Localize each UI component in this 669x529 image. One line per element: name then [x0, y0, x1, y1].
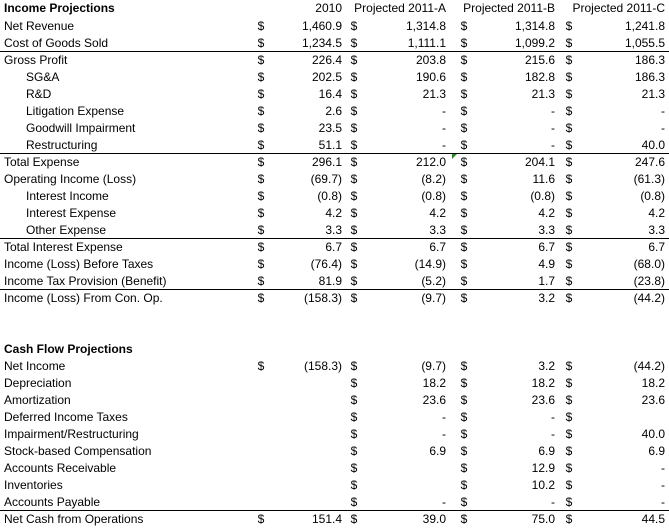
dollar-sign: $ [460, 444, 468, 458]
value-cell[interactable]: 203.8 [415, 53, 446, 67]
dollar-sign: $ [350, 478, 358, 492]
dollar-sign: $ [460, 257, 468, 271]
value-cell[interactable]: 3.3 [648, 223, 665, 237]
value-cell[interactable]: 18.2 [641, 376, 665, 390]
row-label[interactable]: Accounts Receivable [4, 461, 117, 475]
value-cell[interactable]: 182.8 [524, 70, 555, 84]
dollar-sign: $ [565, 223, 573, 237]
row-label[interactable]: Net Income [4, 359, 66, 373]
column-header-2[interactable]: Projected 2011-A [354, 1, 446, 15]
value-cell[interactable]: 3.2 [538, 359, 555, 373]
dollar-sign: $ [460, 138, 468, 152]
border-above-gross-profit [0, 51, 669, 52]
value-cell[interactable]: (69.7) [310, 172, 342, 186]
dollar-sign: $ [460, 512, 468, 526]
row-label[interactable]: Interest Expense [26, 206, 117, 220]
value-cell[interactable]: 23.6 [422, 393, 446, 407]
dollar-sign: $ [565, 19, 573, 33]
value-cell[interactable]: 202.5 [311, 70, 342, 84]
value-cell[interactable]: - [442, 121, 446, 135]
dollar-sign: $ [350, 240, 358, 254]
value-cell[interactable]: (0.8) [640, 189, 665, 203]
dollar-sign: $ [460, 70, 468, 84]
dollar-sign: $ [460, 359, 468, 373]
cash-row [0, 494, 669, 511]
value-cell[interactable]: 186.3 [634, 70, 665, 84]
value-cell[interactable]: 1,234.5 [301, 36, 342, 50]
dollar-sign: $ [350, 495, 358, 509]
income-row [0, 103, 669, 120]
dollar-sign: $ [460, 155, 468, 169]
value-cell[interactable]: 6.7 [325, 240, 342, 254]
dollar-sign: $ [565, 359, 573, 373]
value-cell[interactable]: (9.7) [421, 291, 446, 305]
dollar-sign: $ [350, 359, 358, 373]
value-cell[interactable]: - [661, 121, 665, 135]
value-cell[interactable]: 6.9 [648, 444, 665, 458]
value-cell[interactable]: (0.8) [317, 189, 342, 203]
dollar-sign: $ [565, 393, 573, 407]
income-row [0, 273, 669, 290]
income-row [0, 256, 669, 273]
dollar-sign: $ [460, 87, 468, 101]
dollar-sign: $ [257, 155, 265, 169]
row-label[interactable]: SG&A [26, 70, 60, 84]
value-cell[interactable]: 1.7 [538, 274, 555, 288]
dollar-sign: $ [350, 274, 358, 288]
dollar-sign: $ [350, 138, 358, 152]
dollar-sign: $ [565, 291, 573, 305]
dollar-sign: $ [257, 274, 265, 288]
dollar-sign: $ [565, 53, 573, 67]
dollar-sign: $ [565, 155, 573, 169]
column-header-4[interactable]: Projected 2011-C [572, 1, 665, 15]
border-above-con-op [0, 289, 669, 290]
value-cell[interactable]: 4.2 [429, 206, 446, 220]
income-row [0, 154, 669, 171]
row-label[interactable]: Deferred Income Taxes [4, 410, 128, 424]
dollar-sign: $ [257, 291, 265, 305]
row-label[interactable]: Operating Income (Loss) [4, 172, 137, 186]
dollar-sign: $ [257, 359, 265, 373]
column-header-3[interactable]: Projected 2011-B [463, 1, 555, 15]
income-row [0, 171, 669, 188]
value-cell[interactable]: 6.7 [648, 240, 665, 254]
row-label[interactable]: Income (Loss) From Con. Op. [4, 291, 163, 305]
value-cell[interactable]: 18.2 [422, 376, 446, 390]
value-cell[interactable]: 186.3 [634, 53, 665, 67]
cash-row [0, 392, 669, 409]
dollar-sign: $ [350, 410, 358, 424]
dollar-sign: $ [565, 240, 573, 254]
value-cell[interactable]: 16.4 [318, 87, 342, 101]
value-cell[interactable]: 4.9 [538, 257, 555, 271]
value-cell[interactable]: 23.6 [641, 393, 665, 407]
value-cell[interactable]: - [551, 495, 555, 509]
value-cell[interactable]: (44.2) [633, 291, 665, 305]
value-cell[interactable]: 51.1 [318, 138, 342, 152]
value-cell[interactable]: 1,055.5 [624, 36, 665, 50]
dollar-sign: $ [565, 274, 573, 288]
value-cell[interactable]: - [551, 138, 555, 152]
dollar-sign: $ [350, 427, 358, 441]
income-row [0, 137, 669, 154]
row-label[interactable]: Net Revenue [4, 19, 75, 33]
value-cell[interactable]: 1,241.8 [624, 19, 665, 33]
dollar-sign: $ [565, 444, 573, 458]
value-cell[interactable]: (0.8) [421, 189, 446, 203]
dollar-sign: $ [257, 240, 265, 254]
dollar-sign: $ [350, 461, 358, 475]
dollar-sign: $ [257, 223, 265, 237]
dollar-sign: $ [565, 121, 573, 135]
dollar-sign: $ [257, 53, 265, 67]
value-cell[interactable]: 23.5 [318, 121, 342, 135]
value-cell[interactable]: 4.2 [325, 206, 342, 220]
value-cell[interactable]: 81.9 [318, 274, 342, 288]
row-label[interactable]: Income Tax Provision (Benefit) [4, 274, 167, 288]
value-cell[interactable]: 296.1 [311, 155, 342, 169]
dollar-sign: $ [565, 206, 573, 220]
income-row [0, 188, 669, 205]
value-cell[interactable]: 151.4 [311, 512, 342, 526]
cash-row [0, 358, 669, 375]
dollar-sign: $ [565, 427, 573, 441]
value-cell[interactable]: 4.2 [648, 206, 665, 220]
income-row [0, 239, 669, 256]
dollar-sign: $ [565, 478, 573, 492]
value-cell[interactable]: 1,314.8 [405, 19, 446, 33]
value-cell[interactable]: - [551, 410, 555, 424]
income-row [0, 35, 669, 52]
value-cell[interactable]: (76.4) [310, 257, 342, 271]
border-above-total-expense [0, 153, 669, 154]
value-cell[interactable]: - [442, 495, 446, 509]
row-label[interactable]: Total Interest Expense [4, 240, 123, 254]
dollar-sign: $ [460, 189, 468, 203]
value-cell[interactable]: (8.2) [421, 172, 446, 186]
dollar-sign: $ [257, 121, 265, 135]
dollar-sign: $ [460, 172, 468, 186]
value-cell[interactable]: 6.7 [538, 240, 555, 254]
value-cell[interactable]: 1,314.8 [514, 19, 555, 33]
dollar-sign: $ [460, 376, 468, 390]
dollar-sign: $ [460, 274, 468, 288]
dollar-sign: $ [350, 512, 358, 526]
value-cell[interactable]: 4.2 [538, 206, 555, 220]
value-cell[interactable]: (9.7) [421, 359, 446, 373]
dollar-sign: $ [565, 495, 573, 509]
dollar-sign: $ [350, 223, 358, 237]
dollar-sign: $ [350, 104, 358, 118]
value-cell[interactable]: 226.4 [311, 53, 342, 67]
row-label[interactable]: Cost of Goods Sold [4, 36, 109, 50]
border-above-net-cash [0, 510, 669, 511]
value-cell[interactable]: - [551, 121, 555, 135]
dollar-sign: $ [460, 495, 468, 509]
value-cell[interactable]: - [551, 427, 555, 441]
value-cell[interactable]: (158.3) [303, 359, 342, 373]
income-row [0, 120, 669, 137]
dollar-sign: $ [257, 138, 265, 152]
value-cell[interactable]: 40.0 [641, 138, 665, 152]
header-row [0, 0, 669, 17]
dollar-sign: $ [460, 393, 468, 407]
dollar-sign: $ [350, 393, 358, 407]
dollar-sign: $ [460, 53, 468, 67]
cash-row [0, 375, 669, 392]
dollar-sign: $ [350, 376, 358, 390]
dollar-sign: $ [565, 376, 573, 390]
dollar-sign: $ [257, 36, 265, 50]
row-label[interactable]: Accounts Payable [4, 495, 101, 509]
dollar-sign: $ [460, 291, 468, 305]
value-cell[interactable]: 247.6 [634, 155, 665, 169]
row-label[interactable]: Interest Income [26, 189, 109, 203]
value-cell[interactable]: - [661, 495, 665, 509]
row-label[interactable]: Income (Loss) Before Taxes [4, 257, 154, 271]
cash-row [0, 443, 669, 460]
value-cell[interactable]: - [442, 104, 446, 118]
value-cell[interactable]: 6.9 [538, 444, 555, 458]
dollar-sign: $ [565, 36, 573, 50]
value-cell[interactable]: 215.6 [524, 53, 555, 67]
row-label[interactable]: Total Expense [4, 155, 80, 169]
cash-row [0, 426, 669, 443]
value-cell[interactable]: 3.2 [538, 291, 555, 305]
value-cell[interactable]: (44.2) [633, 359, 665, 373]
dollar-sign: $ [460, 223, 468, 237]
income-row [0, 52, 669, 69]
value-cell[interactable]: - [442, 427, 446, 441]
row-label[interactable]: Other Expense [26, 223, 107, 237]
dollar-sign: $ [460, 121, 468, 135]
value-cell[interactable]: 21.3 [422, 87, 446, 101]
value-cell[interactable]: 11.6 [532, 172, 555, 186]
value-cell[interactable]: 21.3 [641, 87, 665, 101]
column-header-1[interactable]: 2010 [315, 1, 342, 15]
row-label[interactable]: R&D [26, 87, 52, 101]
income-row [0, 18, 669, 35]
dollar-sign: $ [460, 410, 468, 424]
row-label[interactable]: Goodwill Impairment [26, 121, 136, 135]
cash-flow-projections-title: Cash Flow Projections [4, 342, 133, 356]
value-cell[interactable]: 204.1 [524, 155, 555, 169]
dollar-sign: $ [257, 189, 265, 203]
value-cell[interactable]: 190.6 [415, 70, 446, 84]
value-cell[interactable]: 212.0 [415, 155, 446, 169]
value-cell[interactable]: - [661, 478, 665, 492]
dollar-sign: $ [460, 240, 468, 254]
value-cell[interactable]: 23.6 [531, 393, 555, 407]
row-label[interactable]: Restructuring [26, 138, 98, 152]
value-cell[interactable]: (5.2) [421, 274, 446, 288]
value-cell[interactable]: 6.7 [429, 240, 446, 254]
dollar-sign: $ [257, 172, 265, 186]
value-cell[interactable]: (68.0) [633, 257, 665, 271]
dollar-sign: $ [350, 172, 358, 186]
cash-row [0, 511, 669, 528]
value-cell[interactable]: 3.3 [538, 223, 555, 237]
dollar-sign: $ [350, 444, 358, 458]
dollar-sign: $ [565, 138, 573, 152]
dollar-sign: $ [350, 70, 358, 84]
dollar-sign: $ [350, 206, 358, 220]
row-label[interactable]: Net Cash from Operations [4, 512, 144, 526]
value-cell[interactable]: 10.2 [531, 478, 555, 492]
border-above-total-interest [0, 238, 669, 239]
dollar-sign: $ [257, 206, 265, 220]
dollar-sign: $ [350, 19, 358, 33]
cash-row [0, 477, 669, 494]
value-cell[interactable]: 40.0 [641, 427, 665, 441]
value-cell[interactable]: 44.5 [641, 512, 665, 526]
dollar-sign: $ [257, 512, 265, 526]
dollar-sign: $ [350, 36, 358, 50]
dollar-sign: $ [460, 104, 468, 118]
dollar-sign: $ [257, 104, 265, 118]
dollar-sign: $ [460, 427, 468, 441]
cash-row [0, 409, 669, 426]
dollar-sign: $ [460, 19, 468, 33]
value-cell[interactable]: 18.2 [531, 376, 555, 390]
row-label[interactable]: Litigation Expense [26, 104, 125, 118]
dollar-sign: $ [565, 410, 573, 424]
dollar-sign: $ [257, 87, 265, 101]
value-cell[interactable]: - [551, 104, 555, 118]
income-row [0, 290, 669, 307]
value-cell[interactable]: - [442, 138, 446, 152]
dollar-sign: $ [565, 172, 573, 186]
income-row [0, 205, 669, 222]
dollar-sign: $ [565, 189, 573, 203]
dollar-sign: $ [460, 461, 468, 475]
value-cell[interactable]: 2.6 [325, 104, 342, 118]
dollar-sign: $ [565, 70, 573, 84]
dollar-sign: $ [350, 291, 358, 305]
value-cell[interactable]: - [442, 410, 446, 424]
value-cell[interactable]: 39.0 [422, 512, 446, 526]
dollar-sign: $ [350, 257, 358, 271]
row-label[interactable]: Depreciation [4, 376, 72, 390]
value-cell[interactable]: (14.9) [414, 257, 446, 271]
value-cell[interactable]: 12.9 [531, 461, 555, 475]
value-cell[interactable]: (158.3) [303, 291, 342, 305]
value-cell[interactable]: 1,460.9 [301, 19, 342, 33]
row-label[interactable]: Inventories [4, 478, 63, 492]
dollar-sign: $ [460, 478, 468, 492]
dollar-sign: $ [565, 104, 573, 118]
dollar-sign: $ [350, 53, 358, 67]
row-label[interactable]: Impairment/Restructuring [4, 427, 139, 441]
value-cell[interactable]: 75.0 [531, 512, 555, 526]
value-cell[interactable]: (0.8) [530, 189, 555, 203]
value-cell[interactable]: (23.8) [633, 274, 665, 288]
value-cell[interactable]: - [661, 461, 665, 475]
dollar-sign: $ [565, 461, 573, 475]
row-label[interactable]: Gross Profit [4, 53, 68, 67]
value-cell[interactable]: 3.3 [429, 223, 446, 237]
income-projections-title: Income Projections [4, 1, 115, 15]
income-row [0, 222, 669, 239]
dollar-sign: $ [350, 87, 358, 101]
dollar-sign: $ [565, 257, 573, 271]
income-row [0, 86, 669, 103]
value-cell[interactable]: 21.3 [531, 87, 555, 101]
comment-indicator-icon[interactable] [452, 154, 457, 159]
dollar-sign: $ [257, 70, 265, 84]
row-label[interactable]: Stock-based Compensation [4, 444, 152, 458]
row-label[interactable]: Amortization [4, 393, 71, 407]
dollar-sign: $ [350, 121, 358, 135]
dollar-sign: $ [350, 155, 358, 169]
dollar-sign: $ [460, 206, 468, 220]
cash-flow-title-row [0, 341, 669, 358]
dollar-sign: $ [565, 87, 573, 101]
value-cell[interactable]: 1,111.1 [407, 36, 446, 50]
dollar-sign: $ [460, 36, 468, 50]
dollar-sign: $ [565, 512, 573, 526]
value-cell[interactable]: 1,099.2 [514, 36, 555, 50]
dollar-sign: $ [257, 257, 265, 271]
cash-row [0, 460, 669, 477]
value-cell[interactable]: (61.3) [633, 172, 665, 186]
value-cell[interactable]: 6.9 [429, 444, 446, 458]
dollar-sign: $ [350, 189, 358, 203]
value-cell[interactable]: 3.3 [325, 223, 342, 237]
income-row [0, 69, 669, 86]
value-cell[interactable]: - [661, 104, 665, 118]
dollar-sign: $ [257, 19, 265, 33]
